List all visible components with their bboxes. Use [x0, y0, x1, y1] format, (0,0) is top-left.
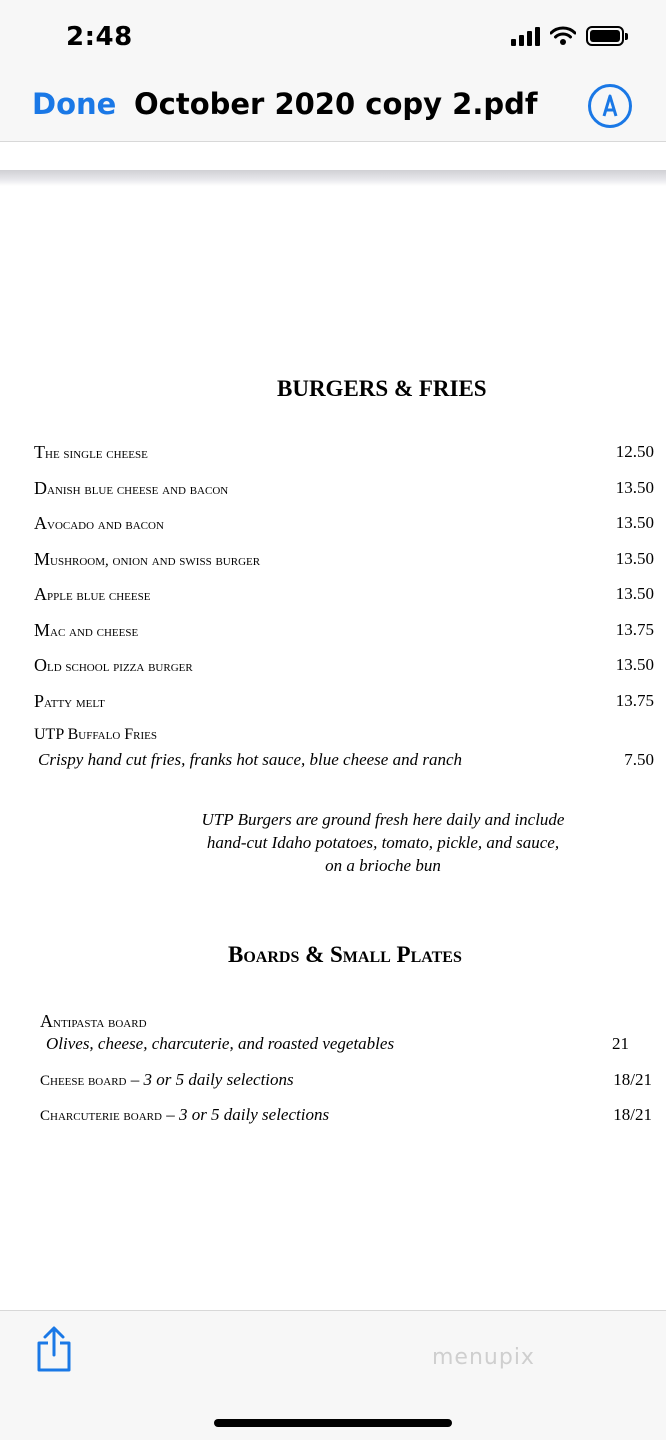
- menu-item-name: Charcuterie board: [40, 1108, 162, 1124]
- nav-bar: [0, 70, 666, 142]
- menu-item-price: 12.50: [615, 442, 654, 461]
- markup-pen-icon: [598, 92, 622, 120]
- burger-note-line: hand-cut Idaho potatoes, tomato, pickle, and sauce,: [206, 833, 560, 852]
- menu-item-price: 13.75: [615, 691, 654, 710]
- status-bar: [0, 0, 666, 70]
- menu-item-name: Antipasta board: [40, 1011, 147, 1031]
- battery-icon: [586, 26, 624, 46]
- status-icons: [511, 26, 624, 46]
- cellular-signal-icon: [511, 26, 540, 46]
- burger-note-line: UTP Burgers are ground fresh here daily and include: [201, 810, 565, 829]
- menu-item-name: Mac and cheese: [34, 620, 139, 640]
- menu-item-name: Patty melt: [34, 691, 105, 711]
- menu-item-name: Avocado and bacon: [34, 513, 164, 533]
- menu-item-price: 13.50: [615, 584, 654, 603]
- burger-note-line: on a brioche bun: [325, 856, 441, 875]
- section-title-burgers: BURGERS & FRIES: [277, 376, 487, 401]
- share-button[interactable]: [32, 1325, 76, 1375]
- status-time: 2:48: [66, 22, 133, 52]
- bottom-toolbar: [0, 1310, 666, 1440]
- done-button[interactable]: Done: [32, 87, 117, 121]
- menu-item-price: 21: [612, 1034, 629, 1053]
- menu-item-name: Old school pizza burger: [34, 655, 193, 675]
- menu-item-name: The single cheese: [34, 442, 148, 462]
- share-icon: [34, 1325, 74, 1373]
- menu-item-price: 18/21: [613, 1070, 652, 1089]
- burger-note: [170, 808, 596, 877]
- menu-item-price: 18/21: [613, 1105, 652, 1124]
- menu-item-price: 13.75: [615, 620, 654, 639]
- menu-item-name: Apple blue cheese: [34, 584, 151, 604]
- menu-item-name-fries: UTP Buffalo Fries: [34, 726, 158, 743]
- menu-item-row: [40, 1070, 294, 1090]
- menu-item-price: 13.50: [615, 549, 654, 568]
- section-title-boards: Boards & Small Plates: [228, 942, 462, 967]
- document-title: October 2020 copy 2.pdf: [134, 87, 538, 121]
- menu-item-description: – 3 or 5 daily selections: [161, 1105, 330, 1124]
- menu-item-price: 13.50: [615, 478, 654, 497]
- menu-item-price: 13.50: [615, 513, 654, 532]
- menu-item-price: 13.50: [615, 655, 654, 674]
- menu-item-name: Danish blue cheese and bacon: [34, 478, 229, 498]
- menu-item-name: Mushroom, onion and swiss burger: [34, 549, 261, 569]
- wifi-icon: [550, 26, 576, 46]
- pdf-page: [0, 186, 666, 1310]
- menu-item-description: Crispy hand cut fries, franks hot sauce, blue cheese and ranch: [38, 750, 462, 769]
- menu-item-description: Olives, cheese, charcuterie, and roasted vegetables: [46, 1034, 395, 1053]
- menu-item-price: 7.50: [624, 750, 654, 769]
- menu-item-name: Cheese board: [40, 1073, 127, 1089]
- menu-item-description: – 3 or 5 daily selections: [126, 1070, 294, 1089]
- menu-item-row: [40, 1105, 329, 1125]
- watermark: menupix: [432, 1345, 535, 1370]
- markup-button[interactable]: [588, 84, 632, 128]
- home-indicator: [214, 1419, 452, 1427]
- page-separator: [0, 170, 666, 186]
